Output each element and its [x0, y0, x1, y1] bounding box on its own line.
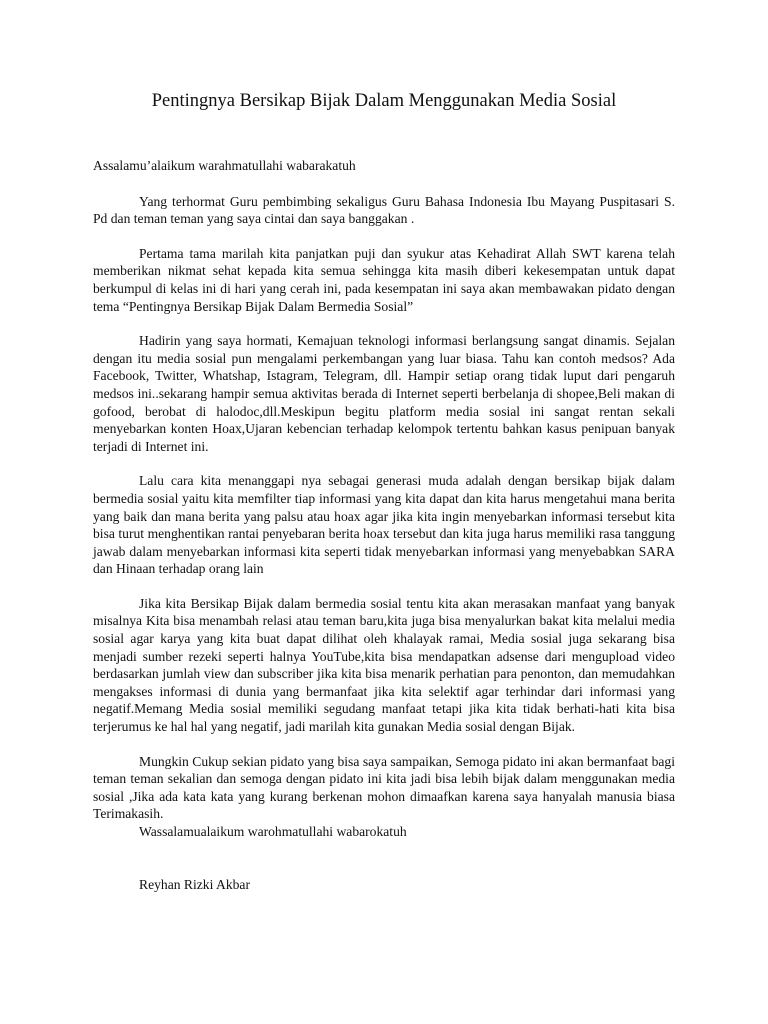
paragraph-social-media-development: Hadirin yang saya hormati, Kemajuan teknologi informasi berlangsung sangat dinamis. Sejalan dengan itu media sosial pun mengalami perkembangan yang luar biasa. Tahu kan contoh medsos? Ada Facebook, Twitter, Whatshap, Istagram, Telegram, dll. Hampir setiap orang tidak luput dari pengaruh medsos ini..sekarang hampir semua aktivitas berada di Internet seperti berbelanja di shopee,Beli makan di gofood, berobat di halodoc,dll.Meskipun begitu platform media sosial ini sangat rentan sekali menyebarkan konten Hoax,Ujaran kebencian terhadap kelompok tertentu bahkan kasus penipuan banyak terjadi di Internet ini.: [93, 333, 675, 454]
paragraph-opening-address: Yang terhormat Guru pembimbing sekaligus Guru Bahasa Indonesia Ibu Mayang Puspitasari S. Pd dan teman teman yang saya cintai dan saya banggakan .: [93, 193, 675, 227]
paragraph-responding-wisely: Lalu cara kita menanggapi nya sebagai generasi muda adalah dengan bersikap bijak dalam bermedia sosial yaitu kita memfilter tiap informasi yang kita dapat dan kita harus mengetahui mana berita yang baik dan mana berita yang palsu atau hoax agar jika kita ingin menyebarkan informasi tersebut kita bisa turut menghentikan rantai penyebaran berita hoax tersebut dan kita juga harus memiliki rasa tanggung jawab dalam menyebarkan informasi kita seperti tidak menyebarkan informasi yang menyebabkan SARA dan Hinaan terhadap orang lain: [93, 473, 675, 577]
paragraph-gratitude: Pertama tama marilah kita panjatkan puji dan syukur atas Kehadirat Allah SWT karena telah memberikan nikmat sehat kepada kita semua sehingga kita masih diberi kekesempatan untuk dapat berkumpul di kelas ini di hari yang cerah ini, pada kesempatan ini saya akan membawakan pidato dengan tema “Pentingnya Bersikap Bijak Dalam Bermedia Sosial”: [93, 245, 675, 314]
document-body: [93, 157, 675, 893]
paragraph-benefits: Jika kita Bersikap Bijak dalam bermedia sosial tentu kita akan merasakan manfaat yang banyak misalnya Kita bisa menambah relasi atau teman baru,kita juga bisa menyalurkan bakat kita melalui media sosial agar karya yang kita buat dapat dilihat oleh khalayak ramai, Media sosial juga sekarang bisa menjadi sumber rezeki seperti halnya YouTube,kita bisa mendapatkan adsense dari mengupload video berdasarkan jumlah view dan subscriber jika kita bisa menarik perhatian para penonton, dan memudahkan mengakses informasi di dunia yang bermanfaat jika kita selektif agar terhindar dari informasi yang negatif.Memang Media sosial memiliki segudang manfaat tetapi jika kita tidak berhati-hati kita bisa terjerumus ke hal hal yang negatif, jadi marilah kita gunakan Media sosial dengan Bijak.: [93, 595, 675, 735]
greeting-text: Assalamu’alaikum warahmatullahi wabarakatuh: [93, 158, 356, 173]
closing-salutation: Wassalamualaikum warohmatullahi wabarokatuh: [139, 824, 407, 839]
author-signature: Reyhan Rizki Akbar: [139, 876, 250, 892]
document-title: Pentingnya Bersikap Bijak Dalam Menggunakan Media Sosial: [151, 91, 617, 111]
paragraph-conclusion: Mungkin Cukup sekian pidato yang bisa saya sampaikan, Semoga pidato ini akan bermanfaat bagi teman teman sekalian dan semoga dengan pidato ini kita jadi bisa lebih bijak dalam menggunakan media sosial ,Jika ada kata kata yang kurang berkenan mohon dimaafkan karena saya hanyalah manusia biasa Terimakasih.: [93, 753, 675, 822]
